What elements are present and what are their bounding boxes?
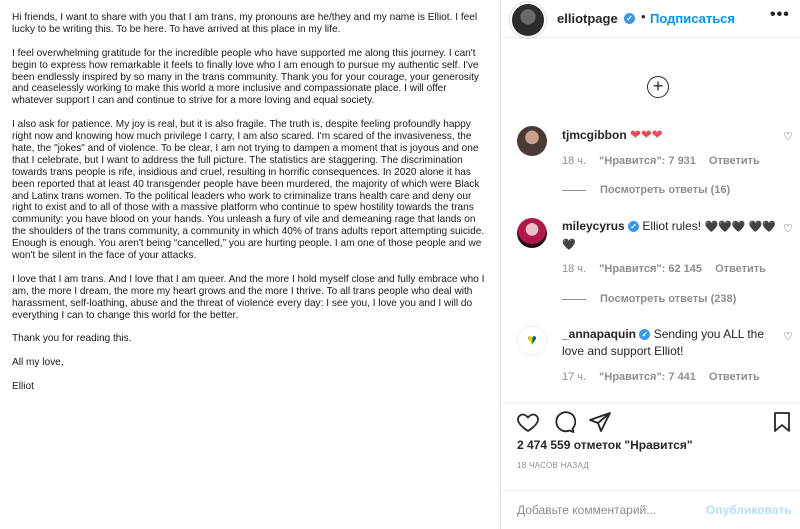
like-comment-heart-icon[interactable]: ♡ [783, 223, 793, 235]
publish-button[interactable]: Опубликовать [706, 503, 792, 517]
divider [562, 190, 586, 191]
divider [562, 299, 586, 300]
avatar[interactable] [517, 218, 547, 248]
comment-time: 18 ч. [562, 155, 587, 167]
letter-paragraph: All my love, [12, 357, 64, 369]
like-comment-heart-icon[interactable]: ♡ [783, 331, 793, 343]
verified-badge-icon: ✓ [628, 221, 639, 232]
comment-username[interactable]: tjmcgibbon [562, 128, 627, 142]
add-plus-icon[interactable]: + [647, 76, 669, 98]
comment-meta [562, 263, 776, 275]
comment-text [562, 218, 787, 254]
verified-badge-icon: ✓ [639, 329, 650, 340]
reply-button[interactable]: Ответить [715, 263, 766, 275]
comment-emoji: 🖤🖤🖤 🖤🖤🖤 [562, 221, 776, 251]
post-timestamp[interactable]: 18 ЧАСОВ НАЗАД [517, 461, 590, 470]
letter-paragraph: I love that I am trans. And I love that I am queer. And the more I hold myself close and fully embrace who I am, the more I dream, the more my heart grows and the more I thrive. To all trans people who deal with harassment, self-loathing, abuse and the threat of violence every day: I see you, I love you and I will do everything I can to change this world for the better. [12, 273, 485, 321]
letter-paragraph: Thank you for reading this. [12, 333, 132, 345]
reply-button[interactable]: Ответить [708, 371, 760, 383]
comment-emoji: ❤❤❤ [630, 127, 663, 142]
comment-content: Sending you ALL the love and support Elliot! [562, 327, 765, 358]
comment-meta [562, 371, 770, 383]
comment-likes[interactable]: "Нравится": 7 441 [599, 371, 696, 383]
avatar[interactable] [512, 4, 544, 36]
comment-text [562, 326, 787, 360]
letter-paragraph: I feel overwhelming gratitude for the incredible people who have supported me along this journey. I can't begin to express how remarkable it feels to finally love who I am enough to pursue my authentic self. I've been endlessly inspired by so many in the trans community. Thank you for your courage, your generosity and ceaselessly working to make this world a more inclusive and compassionate place. I will offer whatever support I can and continue to strive for a more loving and equal society. [12, 47, 479, 107]
letter-paragraph: Elliot [12, 381, 34, 392]
verified-badge-icon: ✓ [624, 13, 635, 24]
post-header [502, 0, 800, 38]
reply-button[interactable]: Ответить [708, 155, 760, 167]
comment-likes[interactable]: "Нравится": 7 931 [599, 155, 696, 167]
like-comment-heart-icon[interactable]: ♡ [783, 131, 793, 143]
comment-bubble-icon[interactable] [552, 410, 576, 434]
letter-paragraph: Hi friends, I want to share with you that I am trans, my pronouns are he/they and my name is Elliot. I feel lucky to be writing this. To be here. To have arrived at this place in my life. [12, 12, 478, 35]
like-heart-icon[interactable] [516, 410, 540, 434]
comment-meta [562, 155, 770, 167]
comment-username[interactable]: mileycyrus [562, 219, 625, 233]
view-replies-button[interactable]: Посмотреть ответы (16) [562, 184, 730, 196]
comment-likes[interactable]: "Нравится": 62 145 [599, 263, 703, 275]
add-comment-bar [502, 490, 800, 529]
comment-text [562, 126, 787, 144]
share-send-icon[interactable] [588, 410, 612, 434]
letter-paragraph: I also ask for patience. My joy is real, but it is also fragile. The truth is, despite feeling profoundly happy right now and knowing how much privilege I carry, I am also scared. I'm scared of the invasiveness, the hate, the "jokes" and of violence. To be clear, I am not trying to dampen a moment that is joyous and one that I celebrate, but I want to address the full picture. The statistics are staggering. The discrimination towards trans people is rife, insidious and cruel, resulting in horrific consequences. In 2020 alone it has been reported that at least 40 transgender people have been murdered, the majority of which were Black and Latinx trans women. To the political leaders who work to criminalize trans health care and deny our right to exist and to all of those with a massive platform who continue to spew hostility towards the trans community: you have blood on your hands. You unleash a fury of vile and demeaning rage that lands on the shoulders of the trans community, a community in which 40% of trans adults report attempting suicide. Enough is enough. You aren't being “cancelled,” you are hurting people. I am one of those people and we won't be silent in the face of your attacks. [12, 119, 485, 262]
comment-username[interactable]: _annapaquin [562, 327, 637, 341]
separator-dot: • [641, 9, 646, 24]
comment-time: 18 ч. [562, 263, 587, 275]
post-panel [502, 0, 800, 529]
follow-button[interactable]: Подписаться [650, 11, 736, 26]
post-author-username[interactable]: elliotpage [557, 11, 618, 26]
comment-time: 17 ч. [562, 371, 587, 383]
comment-content: Elliot rules! [642, 219, 702, 233]
rainbow-heart-icon[interactable]: ♥ [517, 326, 547, 356]
post-actions [502, 403, 800, 435]
bookmark-save-icon[interactable] [770, 410, 794, 434]
more-options-icon[interactable]: ••• [770, 6, 790, 23]
likes-count[interactable]: 2 474 559 отметок "Нравится" [517, 438, 693, 452]
view-replies-button[interactable]: Посмотреть ответы (238) [562, 293, 736, 305]
comment-input[interactable]: Добавьте комментарий... [517, 503, 657, 517]
avatar[interactable] [517, 126, 547, 156]
